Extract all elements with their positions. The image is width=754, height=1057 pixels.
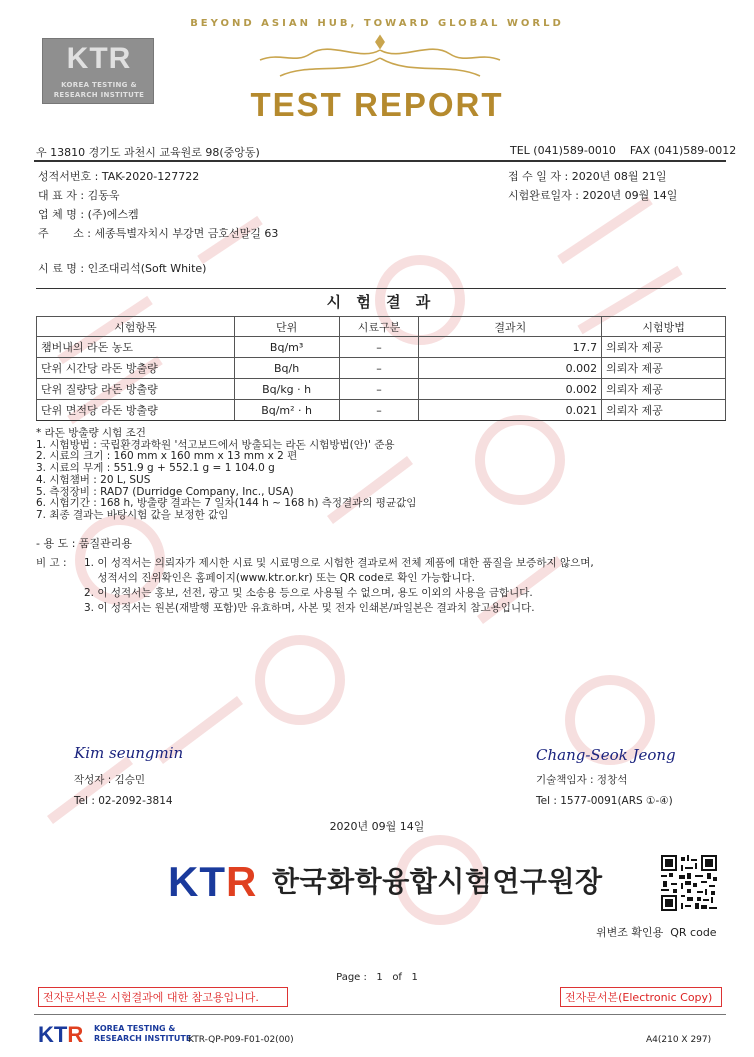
ktr-logo-kt: KT (168, 858, 226, 905)
paper-size: A4(210 X 297) (646, 1035, 712, 1045)
completed-date-value: 2020년 09월 14일 (582, 189, 678, 202)
slogan: BEYOND ASIAN HUB, TOWARD GLOBAL WORLD (190, 18, 564, 29)
company-address-value: 세종특별자치시 부강면 금호선말길 63 (94, 227, 279, 240)
cell-method: 의뢰자 제공 (602, 400, 726, 421)
author-signature: Kim seungmin (74, 744, 184, 762)
header-method: 시험방법 (602, 317, 726, 337)
electronic-copy-notice: 전자문서본은 시험결과에 대한 참고용입니다. (38, 987, 288, 1007)
company-label: 업 체 명 : (38, 208, 85, 221)
footer-logo-sub2: RESEARCH INSTITUTE (94, 1034, 192, 1043)
purpose-value: 품질관리용 (78, 537, 133, 550)
completed-date-row (508, 187, 677, 203)
header-result: 결과치 (419, 317, 602, 337)
note-line: 5. 측정장비 : RAD7 (Durridge Company, Inc., USA) (36, 485, 294, 498)
company-row (38, 206, 139, 222)
cell-unit: Bq/m³ (234, 337, 339, 358)
ktr-logo-r: R (226, 858, 258, 905)
lab-address: 우 13810 경기도 과천시 교육원로 98(중앙동) (36, 146, 260, 159)
electronic-copy-badge: 전자문서본(Electronic Copy) (560, 987, 722, 1007)
note-line: * 라돈 방출량 시험 조건 (36, 427, 146, 439)
note-line: 3. 시료의 무게 : 551.9 g + 552.1 g = 1 104.0 g (36, 462, 275, 475)
completed-date-label: 시험완료일자 : (508, 189, 579, 202)
author-tel: Tel : 02-2092-3814 (74, 795, 173, 807)
company-address-label: 주 소 : (38, 227, 91, 240)
cert-number-value: TAK-2020-127722 (101, 170, 200, 183)
issue-date: 2020년 09월 14일 (329, 820, 425, 833)
institute-name: 한국화학융합시험연구원장 (272, 865, 603, 898)
cell-sample: – (339, 379, 419, 400)
cell-value: 0.002 (419, 358, 602, 379)
gold-flourish-ornament (200, 32, 560, 88)
representative-value: 김동욱 (87, 189, 120, 202)
company-address-row (38, 225, 278, 241)
cell-item: 단위 시간당 라돈 방출량 (37, 358, 235, 379)
tech-manager-signature: Chang-Seok Jeong (536, 746, 676, 764)
header-unit: 단위 (234, 317, 339, 337)
footer-logo-sub1: KOREA TESTING & (94, 1024, 176, 1033)
qr-code-icon[interactable] (661, 855, 717, 911)
badge-big-text: KTR (66, 42, 132, 75)
tech-manager-role: 기술책임자 : 정창석 (536, 774, 628, 786)
note-line: 6. 시험기간 : 168 h, 방출량 결과는 7 일차(144 h ~ 168 h) 측정결과의 평균값임 (36, 497, 417, 510)
sample-name-label: 시 료 명 : (38, 262, 85, 275)
badge-line-1: KOREA TESTING & (61, 81, 137, 89)
lab-tel-fax: TEL (041)589-0010 FAX (041)589-0012 (510, 144, 737, 157)
received-date-row (508, 168, 667, 184)
cell-method: 의뢰자 제공 (602, 358, 726, 379)
cell-unit: Bq/h (234, 358, 339, 379)
author-role: 작성자 : 김승민 (74, 774, 146, 786)
cell-method: 의뢰자 제공 (602, 379, 726, 400)
cell-sample: – (339, 400, 419, 421)
purpose-row (36, 535, 132, 551)
remark-line: 1. 이 성적서는 의뢰자가 제시한 시료 및 시료명으로 시험한 결과로써 전체 제품에 대한 품질을 보증하지 않으며, (84, 557, 594, 569)
sample-name-value: 인조대리석(Soft White) (87, 262, 207, 275)
cell-sample: – (339, 358, 419, 379)
cell-unit: Bq/kg · h (234, 379, 339, 400)
header-sample-class: 시료구분 (339, 317, 419, 337)
qr-code-label: 위변조 확인용 QR code (596, 926, 717, 939)
header-test-item: 시험항목 (37, 317, 235, 337)
footer-logo-kt: KT (38, 1022, 68, 1047)
ktr-badge-logo (42, 38, 154, 104)
remarks-label: 비 고 : (36, 557, 67, 569)
form-code: KTR-QP-P09-F01-02(00) (188, 1035, 294, 1045)
note-line: 7. 최종 결과는 바탕시험 값을 보정한 값임 (36, 508, 229, 521)
results-section-title: 시 험 결 과 (36, 288, 726, 316)
ktr-logo (168, 858, 257, 906)
cell-unit: Bq/m² · h (234, 400, 339, 421)
cell-method: 의뢰자 제공 (602, 337, 726, 358)
test-conditions-notes (36, 428, 716, 522)
note-line: 2. 시료의 크기 : 160 mm x 160 mm x 13 mm x 2 편 (36, 450, 298, 463)
results-header-row (37, 317, 726, 337)
remark-line: 3. 이 성적서는 원본(재발행 포함)만 유효하며, 사본 및 전자 인쇄본/파일본은 결과치 참고용입니다. (84, 602, 535, 614)
results-table (36, 316, 726, 421)
footer-logo-subtitle (94, 1024, 191, 1044)
remark-line: 2. 이 성적서는 홍보, 선전, 광고 및 소송용 등으로 사용될 수 없으며, 용도 이외의 사용을 금합니다. (84, 587, 533, 599)
table-row (37, 400, 726, 421)
remark-line: 성적서의 진위확인은 홈페이지(www.ktr.or.kr) 또는 QR code로 확인 가능합니다. (84, 572, 475, 584)
received-date-label: 접 수 일 자 : (508, 170, 569, 183)
cell-value: 17.7 (419, 337, 602, 358)
report-title: TEST REPORT (250, 86, 504, 123)
badge-line-2: RESEARCH INSTITUTE (53, 91, 145, 99)
note-line: 1. 시험방법 : 국립환경과학원 '석고보드에서 방출되는 라돈 시험방법(안)' 준용 (36, 438, 395, 451)
header-divider (34, 160, 726, 162)
cert-number-row (38, 168, 199, 184)
footer-ktr-logo (38, 1022, 83, 1048)
company-value: (주)에스켐 (87, 208, 139, 221)
cell-value: 0.021 (419, 400, 602, 421)
cert-number-label: 성적서번호 : (38, 170, 99, 183)
table-row (37, 337, 726, 358)
tech-manager-tel: Tel : 1577-0091(ARS ①-④) (536, 795, 673, 807)
note-line: 4. 시험챔버 : 20 L, SUS (36, 473, 151, 486)
table-row (37, 379, 726, 400)
cell-item: 단위 면적당 라돈 방출량 (37, 400, 235, 421)
cell-sample: – (339, 337, 419, 358)
sample-name-row (38, 260, 206, 276)
received-date-value: 2020년 08월 21일 (571, 170, 667, 183)
cell-item: 단위 질량당 라돈 방출량 (37, 379, 235, 400)
page-number: Page : 1 of 1 (336, 972, 418, 983)
representative-label: 대 표 자 : (38, 189, 85, 202)
cell-item: 챔버내의 라돈 농도 (37, 337, 235, 358)
purpose-label: - 용 도 : (36, 537, 76, 550)
cell-value: 0.002 (419, 379, 602, 400)
table-row (37, 358, 726, 379)
representative-row (38, 187, 119, 203)
footer-logo-r: R (67, 1022, 84, 1047)
footer-divider (34, 1014, 726, 1015)
